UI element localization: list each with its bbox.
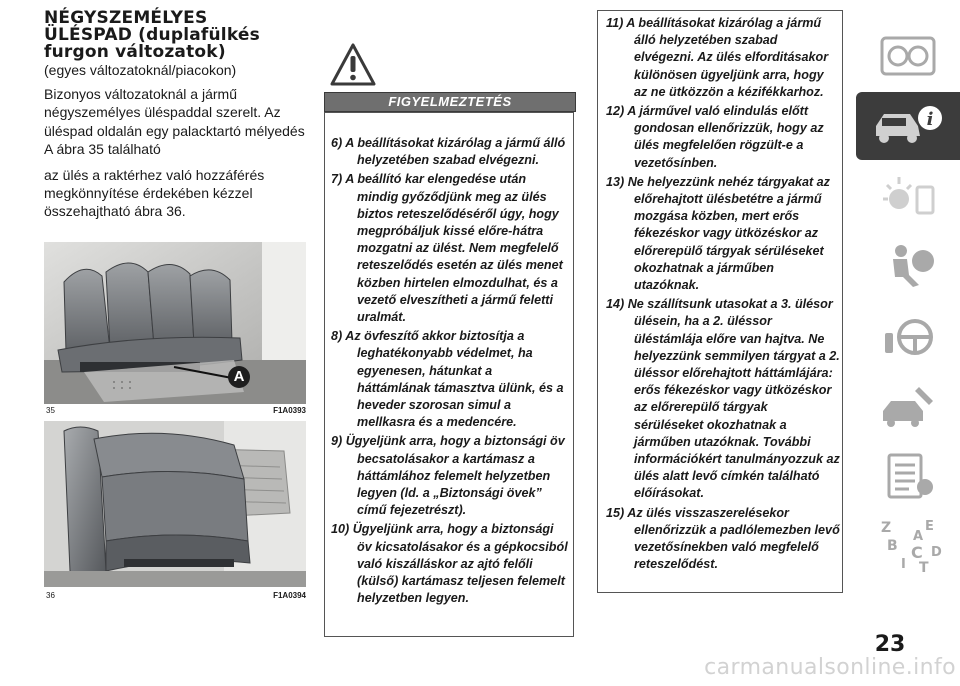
warning-item-8: 8) Az övfeszítő akkor biztosítja a leghatékonyabb védelmet, ha egyenesen, hátunkat a háttámlának támasztva ülünk, és a heveder szorosan simul a mellkasra és a medencére.: [331, 329, 564, 430]
warning-item-12: 12) A járművel való elindulás előtt gondosan ellenőrizzük, hogy az ülés megfelelően rögzült-e a vezetősínben.: [606, 104, 824, 170]
index-letter-a: A: [913, 529, 924, 544]
warning-item-14: 14) Ne szállítsunk utasokat a 3. ülésor ülésein, ha a 2. üléssor üléstámlája előre van hajtva. Ne helyezzünk semmilyen tárgyat a 2. üléssor előrehajtott háttámlájára: erős fékezéskor vagy ütközéskor az előrerepülő tárgyak sérüléseket okozhatnak a járműben utazóknak. További információkért tanulmányozzuk az ülés alatt levő címkén található előírásokat.: [606, 297, 840, 501]
warning-item-7: 7) A beállító kar elengedése után mindig győződjünk meg az ülés biztos reteszelődéséről úgy, hogy megpróbáljuk kissé előre-hátra mozgatni az ülést. Nem megfelelő reteszelődés esetén az ülés menet közben hirtelen elmozdulhat, és a vezető elveszítheti a jármű feletti uralmát.: [331, 172, 563, 325]
callout-a-badge: [228, 366, 250, 388]
chapter-tab-bar: [856, 22, 960, 582]
tab-dashboard[interactable]: [856, 22, 960, 90]
warning-header: FIGYELMEZTETÉS: [324, 92, 576, 112]
figure-35-number: 35: [46, 406, 55, 415]
watermark: carmanualsonline.info: [704, 655, 956, 680]
airbag-passenger-icon: [879, 241, 937, 291]
index-letter-t: T: [919, 560, 929, 574]
tab-index[interactable]: [856, 512, 960, 580]
warning-item-9: 9) Ügyeljünk arra, hogy a biztonsági öv becsatolásakor a kartámasz a háttámlához felemelt helyzetben legyen (ld. a „Biztonsági övek” című fejezetrészt).: [331, 434, 565, 518]
warning-box-column2: [597, 10, 843, 593]
callout-a-label: A: [233, 368, 245, 385]
tab-car-info[interactable]: [856, 92, 960, 160]
warning-item-6: 6) A beállításokat kizárólag a jármű álló helyzetében szabad elvégezni.: [331, 136, 566, 168]
warning-box-column1: [324, 112, 574, 637]
tab-emergency[interactable]: [856, 372, 960, 440]
paragraph-bench-description: Bizonyos változatoknál a jármű négyszemélyes üléspaddal szerelt. Az üléspad oldalán egy palacktartó mélyedés A ábra 35 található: [44, 86, 305, 158]
car-wrench-icon: [879, 381, 937, 431]
figure-35-code: F1A0393: [273, 406, 306, 415]
warning-item-10: 10) Ügyeljünk arra, hogy a biztonsági öv kicsatolásakor és a gépkocsiból való kiszálláskor az ajtó felőli (külső) kartámasz teljesen felemelt helyzetben legyen.: [331, 522, 568, 606]
index-letter-c: C: [911, 543, 923, 562]
paragraph-fold-description: az ülés a raktérhez való hozzáférés megkönnyítése érdekében kézzel összehajtható ábra 36.: [44, 166, 265, 220]
figure-36-folded-seat: [44, 421, 306, 587]
figure-36-caption: [44, 590, 306, 602]
steering-wheel-icon: [879, 311, 937, 361]
index-letter-b: B: [887, 538, 898, 554]
tab-safety[interactable]: [856, 232, 960, 300]
index-letter-i: I: [901, 557, 906, 572]
section-subtitle: (egyes változatoknál/piacokon): [44, 62, 237, 78]
section-title-line2: ÜLÉSPAD (duplafülkés: [44, 25, 260, 45]
svg-text:i: i: [926, 109, 934, 130]
index-letter-e: E: [925, 519, 934, 534]
figure-35-caption: [44, 405, 306, 417]
technical-data-icon: [879, 451, 937, 501]
page-number: 23: [874, 632, 906, 657]
warning-item-11: 11) A beállításokat kizárólag a jármű álló helyzetében szabad elvégezni. Az ülés elforditásakor különösen ügyeljünk arra, hogy az ne ütközzön a kézifékkarhoz.: [606, 16, 829, 99]
section-title: [44, 10, 306, 61]
car-info-icon: [870, 102, 946, 150]
warning-item-15: 15) Az ülés visszaszerelésekor ellenőrizzük a padlólemezben levő vezetősínekben való megfelelő reteszelődést.: [606, 505, 840, 572]
tab-technical-data[interactable]: [856, 442, 960, 510]
figure-35-bench-seat: [44, 242, 306, 404]
warning-item-13: 13) Ne helyezzünk nehéz tárgyakat az előrehajtott ülésbetétre a jármű mozgása közben, mert erős fékezéskor vagy ütközéskor az előrerepülő tárgyak sérüléseket okozhatnak a járműben utazóknak.: [606, 174, 830, 293]
index-letter-d: D: [931, 545, 942, 560]
alphabetical-index-icon: [873, 518, 943, 574]
section-title-line3: furgon változatok): [44, 42, 226, 62]
left-column: [44, 10, 306, 228]
tab-warning-lights[interactable]: [856, 162, 960, 230]
tab-starting-driving[interactable]: [856, 302, 960, 370]
figure-36-number: 36: [46, 591, 55, 600]
section-title-line1: NÉGYSZEMÉLYES: [44, 8, 208, 28]
warning-triangle-icon: [330, 42, 376, 88]
warning-lights-icon: [879, 171, 937, 221]
figure-36-code: F1A0394: [273, 591, 306, 600]
index-letter-z: Z: [881, 520, 892, 536]
dashboard-icon: [879, 34, 937, 78]
